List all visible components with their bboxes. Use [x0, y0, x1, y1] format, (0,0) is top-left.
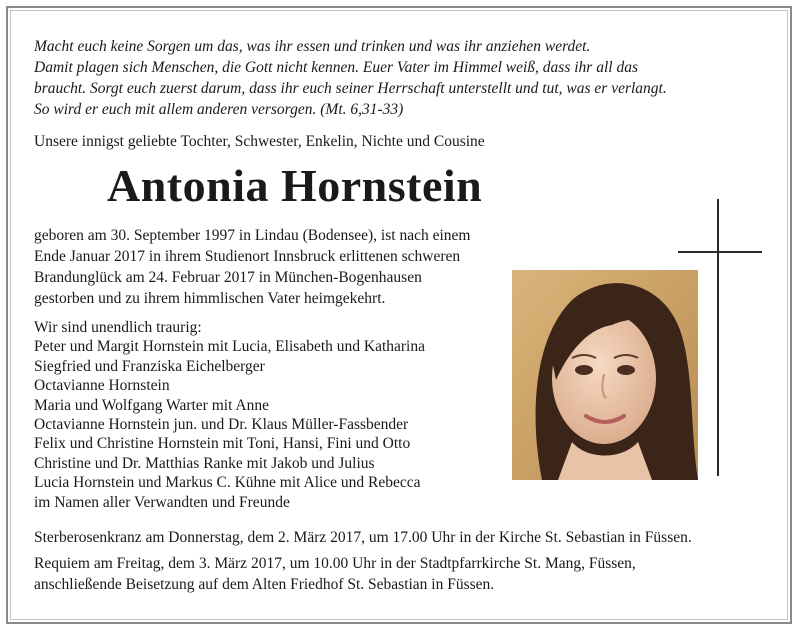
verse-line: braucht. Sorgt euch zuerst darum, dass ihr euch seiner Herrschaft unterstellt und tut, was er verlangt. — [34, 80, 667, 97]
mourner-line: Octavianne Hornstein jun. und Dr. Klaus Müller-Fassbender — [34, 416, 409, 434]
text-line: Sterberosenkranz am Donnerstag, dem 2. März 2017, um 17.00 Uhr in der Kirche St. Sebastian in Füssen. — [34, 529, 692, 546]
text-line: anschließende Beisetzung auf dem Alten Friedhof St. Sebastian in Füssen. — [34, 576, 495, 593]
mourners-heading: Wir sind unendlich traurig: — [34, 319, 202, 336]
mourner-line: Christine und Dr. Matthias Ranke mit Jakob und Julius — [34, 454, 375, 472]
verse-line: Macht euch keine Sorgen um das, was ihr essen und trinken und was ihr anziehen werdet. — [34, 38, 591, 55]
text-line: Ende Januar 2017 in ihrem Studienort Innsbruck erlittenen schweren — [34, 248, 461, 265]
mourner-line: Felix und Christine Hornstein mit Toni, Hansi, Fini und Otto — [34, 435, 411, 453]
verse-line: Damit plagen sich Menschen, die Gott nicht kennen. Euer Vater im Himmel weiß, dass ihr all das — [34, 59, 638, 76]
text-line: Requiem am Freitag, dem 3. März 2017, um 10.00 Uhr in der Stadtpfarrkirche St. Mang, Füssen, — [34, 555, 636, 572]
portrait-image — [512, 270, 698, 480]
cross-icon-bar — [678, 251, 762, 253]
verse-line: So wird er euch mit allem anderen versorgen. (Mt. 6,31-33) — [34, 101, 404, 118]
cross-icon — [717, 199, 719, 476]
mourners-list — [34, 318, 425, 512]
mourner-line: Peter und Margit Hornstein mit Lucia, Elisabeth und Katharina — [34, 338, 425, 356]
text-line: geboren am 30. September 1997 in Lindau (Bodensee), ist nach einem — [34, 227, 471, 244]
birth-death-text — [34, 225, 470, 309]
requiem-service — [34, 553, 636, 595]
portrait-photo — [512, 270, 698, 480]
mourner-line: Octavianne Hornstein — [34, 377, 170, 395]
mourner-line: im Namen aller Verwandten und Freunde — [34, 493, 290, 511]
mourner-line: Siegfried und Franziska Eichelberger — [34, 357, 265, 375]
rosary-service — [34, 527, 692, 548]
mourner-line: Maria und Wolfgang Warter mit Anne — [34, 396, 269, 414]
text-line: Brandunglück am 24. Februar 2017 in München-Bogenhausen — [34, 269, 422, 286]
intro-text: Unsere innigst geliebte Tochter, Schwester, Enkelin, Nichte und Cousine — [34, 133, 485, 150]
text-line: gestorben und zu ihrem himmlischen Vater heimgekehrt. — [34, 290, 386, 307]
deceased-name: Antonia Hornstein — [107, 160, 483, 211]
bible-verse — [34, 36, 774, 120]
mourner-line: Lucia Hornstein und Markus C. Kühne mit Alice und Rebecca — [34, 474, 421, 492]
